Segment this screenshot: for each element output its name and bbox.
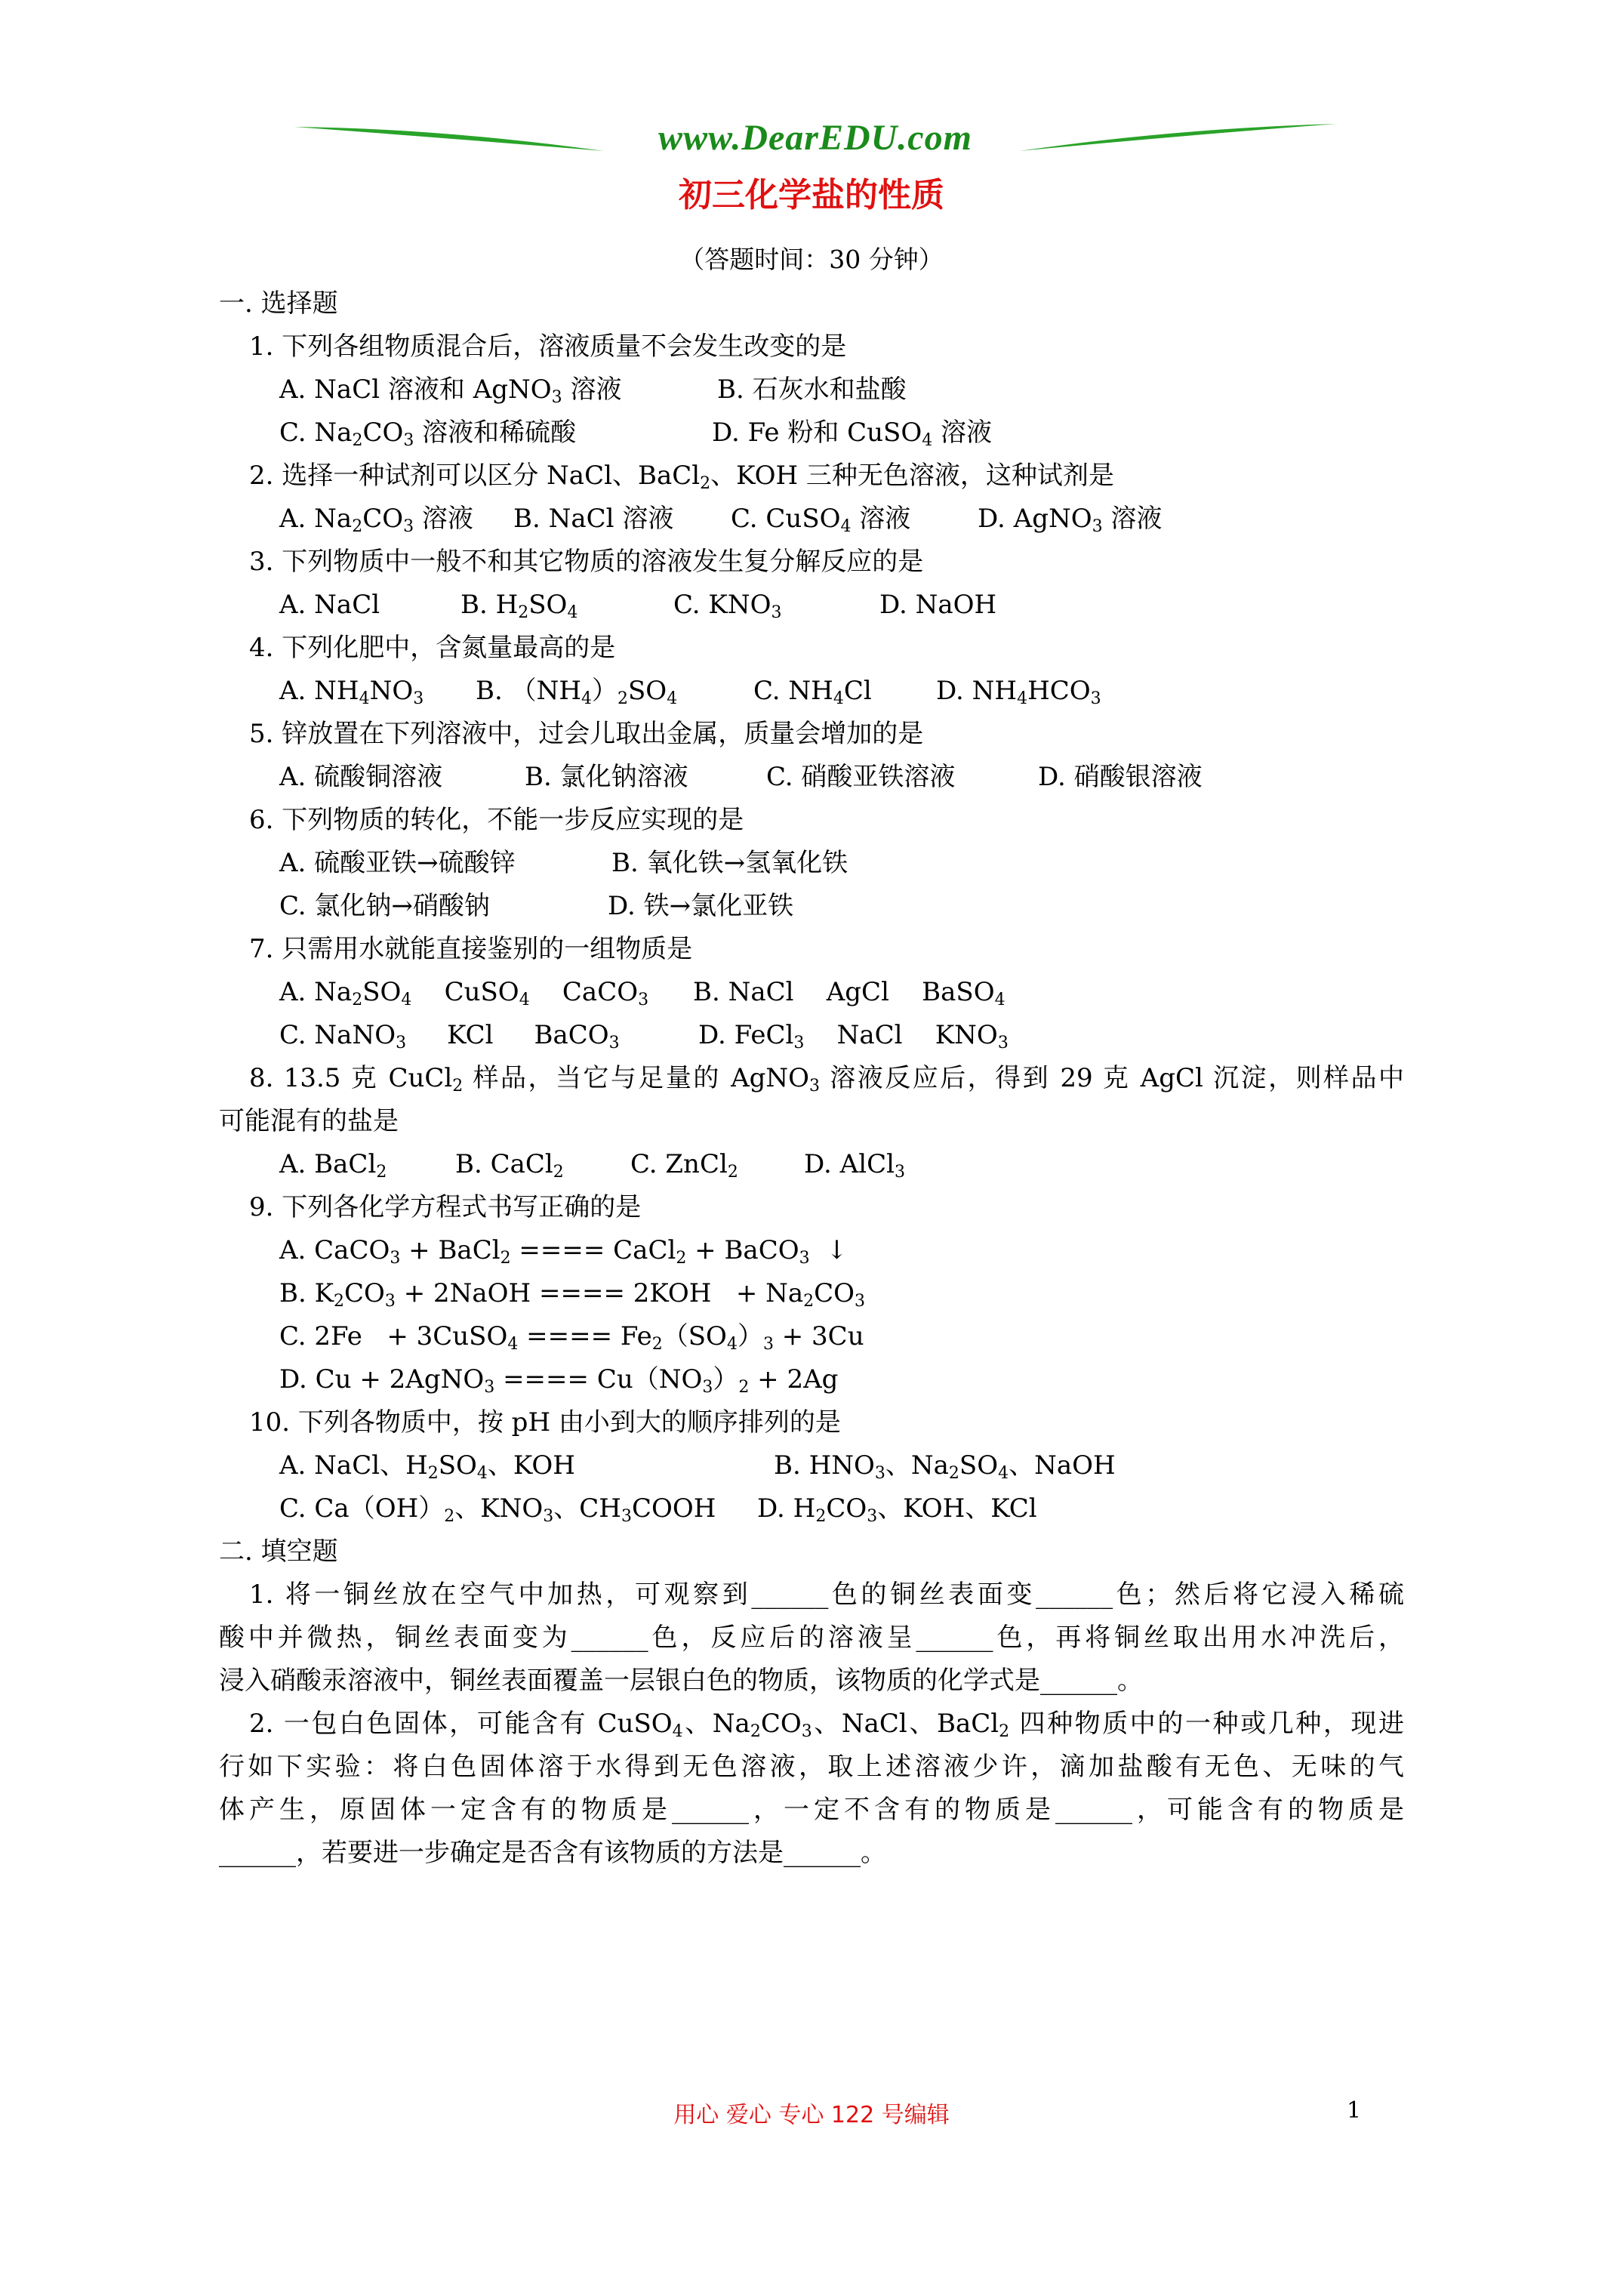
q6-option-c: C. 氯化钠→硝酸钠	[279, 891, 490, 921]
fill2-line1: 2. 一包白色固体，可能含有 CuSO$_4$、$Na_2CO_3$、NaCl、BaCl$_2$ 四种物质中的一种或几种，现进	[249, 1709, 1405, 1741]
q7-option-d: D. FeCl$_3$ NaCl $KNO_3$	[698, 1020, 1009, 1052]
q5-option-d: D. 硝酸银溶液	[1038, 762, 1203, 792]
q7-stem: 7. 只需用水就能直接鉴别的一组物质是	[249, 934, 693, 964]
q9-option-c: C. 2Fe + 3CuSO$_4$ ==== $Fe_2(SO_4)_3 + 3Cu$	[279, 1321, 864, 1354]
q3-option-d: D. NaOH	[879, 590, 997, 620]
q5-option-a: A. 硫酸铜溶液	[279, 762, 443, 792]
section-heading-fill: 二. 填空题	[219, 1536, 338, 1567]
fill2-line2: 行如下实验：将白色固体溶于水得到无色溶液，取上述溶液少许，滴加盐酸有无色、无味的气	[219, 1752, 1404, 1782]
q1-option-d: D. Fe 粉和 CuSO$_4$ 溶液	[712, 418, 993, 450]
fill1-line1: 1. 将一铜丝放在空气中加热，可观察到______色的铜丝表面变______色；然后将它浸入稀硫	[249, 1579, 1404, 1610]
q6-stem: 6. 下列物质的转化，不能一步反应实现的是	[249, 805, 744, 835]
q4-stem: 4. 下列化肥中，含氮量最高的是	[249, 633, 616, 663]
fill2-line3: 体产生，原固体一定含有的物质是______，一定不含有的物质是______，可能含有的物质是	[219, 1795, 1404, 1825]
q6-option-a: A. 硫酸亚铁→硫酸锌	[279, 848, 516, 878]
q7-option-c: C. NaNO$_3$ KCl BaCO$_3$	[279, 1020, 620, 1052]
q1-option-b: B. 石灰水和盐酸	[717, 374, 907, 405]
q1-option-a: A. NaCl 溶液和 AgNO$_3$ 溶液	[279, 374, 622, 407]
page-number: 1	[1347, 2097, 1362, 2124]
banner-url: www.DearEDU.com	[658, 118, 972, 158]
page-title: 初三化学盐的性质	[679, 176, 944, 214]
q6-option-d: D. 铁→氯化亚铁	[608, 891, 794, 921]
q8-stem-line1: 8. 13.5 克 CuCl$_2$ 样品，当它与足量的 AgNO$_3$ 溶液反应后，得到 29 克 AgCl 沉淀，则样品中	[249, 1063, 1404, 1096]
q10-option-c: C. $Ca(OH)_2$、$KNO_3$、$CH_3COOH$	[279, 1493, 716, 1526]
q2-stem: 2. 选择一种试剂可以区分 NaCl、BaCl$_2$、KOH 三种无色溶液，这种试剂是	[249, 461, 1114, 493]
time-note: （答题时间：30 分钟）	[679, 245, 944, 274]
q4-option-b: B. $(NH_4)_2SO_4$	[476, 676, 678, 708]
q10-option-a: A. NaCl、$H_2SO_4$、KOH	[279, 1450, 575, 1483]
q8-stem-line2: 可能混有的盐是	[219, 1106, 399, 1136]
fill1-line2: 酸中并微热，铜丝表面变为______色，反应后的溶液呈______色，再将铜丝取出用水冲洗后，	[219, 1623, 1404, 1653]
q8-option-d: D. AlCl$_3$	[804, 1149, 905, 1182]
site-banner	[287, 112, 1344, 165]
q3-option-b: B. $H_2SO_4$	[460, 590, 578, 622]
q2-option-c: C. CuSO$_4$ 溶液	[731, 504, 911, 536]
q10-stem: 10. 下列各物质中，按 pH 由小到大的顺序排列的是	[249, 1407, 841, 1438]
q4-option-d: D. $NH_4HCO_3$	[936, 676, 1101, 708]
q9-option-a: A. CaCO$_3$ + BaCl$_2$ ==== CaCl$_2$ + BaCO$_3$ ↓	[279, 1235, 848, 1268]
q5-option-c: C. 硝酸亚铁溶液	[766, 762, 956, 792]
q8-option-a: A. BaCl$_2$	[279, 1149, 387, 1182]
q9-option-d: D. Cu + 2AgNO$_3$ ==== $Cu(NO_3)_2 + 2Ag$	[279, 1364, 839, 1397]
q2-option-d: D. AgNO$_3$ 溶液	[978, 504, 1163, 536]
q1-stem: 1. 下列各组物质混合后，溶液质量不会发生改变的是	[249, 331, 847, 362]
q1-option-c: C. $Na_2CO_3$ 溶液和稀硫酸	[279, 418, 577, 450]
q3-stem: 3. 下列物质中一般不和其它物质的溶液发生复分解反应的是	[249, 547, 924, 577]
fill1-line3: 浸入硝酸汞溶液中，铜丝表面覆盖一层银白色的物质，该物质的化学式是______。	[219, 1666, 1143, 1696]
footer-text: 用心 爱心 专心 122 号编辑	[673, 2102, 950, 2128]
q7-option-b: B. NaCl AgCl BaSO$_4$	[693, 977, 1006, 1009]
q4-option-a: A. $NH_4NO_3$	[279, 676, 424, 708]
q7-option-a: A. $Na_2SO_4$ CuSO$_4$ CaCO$_3$	[279, 977, 649, 1009]
q10-option-b: B. $HNO_3$、$Na_2SO_4$、NaOH	[774, 1450, 1116, 1483]
q2-option-a: A. $Na_2CO_3$ 溶液	[279, 504, 473, 536]
q8-option-c: C. ZnCl$_2$	[630, 1149, 738, 1182]
q5-stem: 5. 锌放置在下列溶液中，过会儿取出金属，质量会增加的是	[249, 719, 924, 749]
q9-stem: 9. 下列各化学方程式书写正确的是	[249, 1192, 642, 1222]
q4-option-c: C. $NH_4Cl$	[753, 676, 872, 708]
q6-option-b: B. 氧化铁→氢氧化铁	[611, 848, 848, 878]
fill2-line4: ______，若要进一步确定是否含有该物质的方法是______。	[219, 1838, 886, 1868]
q3-option-a: A. NaCl	[279, 590, 380, 620]
q8-option-b: B. CaCl$_2$	[455, 1149, 564, 1182]
q2-option-b: B. NaCl 溶液	[513, 504, 674, 534]
q5-option-b: B. 氯化钠溶液	[525, 762, 688, 792]
section-heading-choice: 一. 选择题	[219, 288, 338, 319]
q10-option-d: D. $H_2CO_3$、KOH、KCl	[757, 1493, 1037, 1526]
q3-option-c: C. $KNO_3$	[673, 590, 782, 622]
q9-option-b: B. $K_2CO_3$ + 2NaOH ==== $2KOH + Na_2CO_3$	[279, 1278, 866, 1311]
